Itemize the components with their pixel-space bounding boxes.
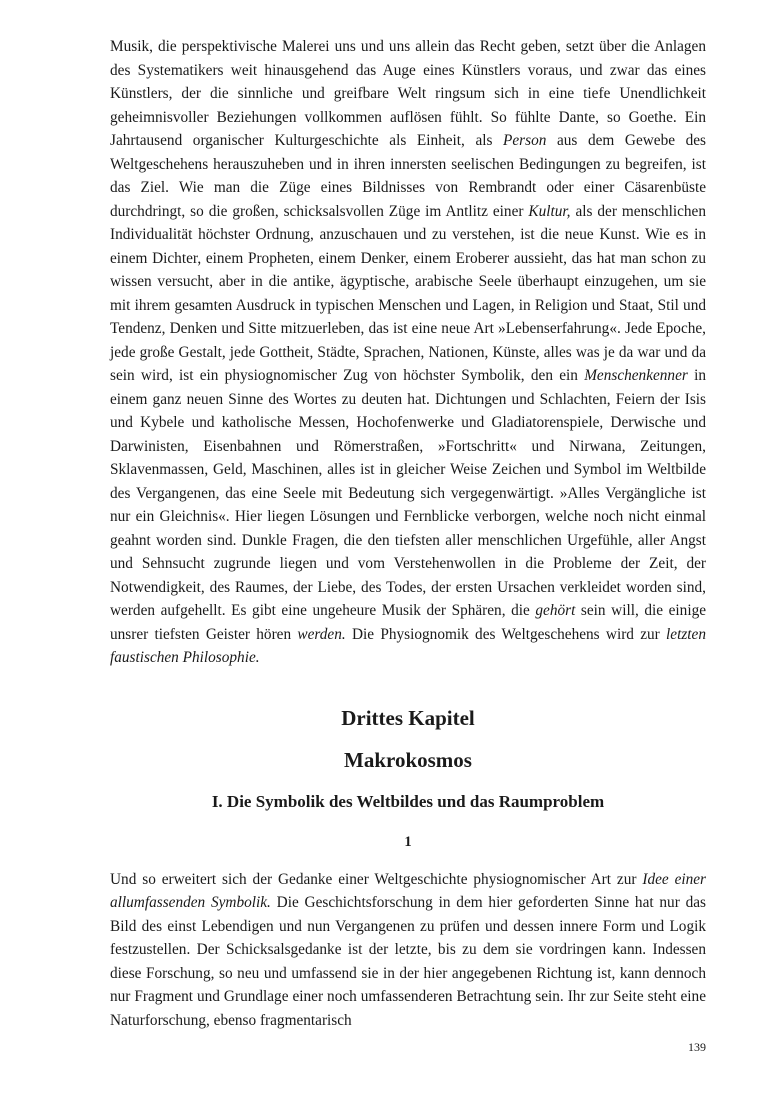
italic-run: Kultur,: [528, 202, 571, 220]
page-number: 139: [688, 1040, 706, 1054]
italic-run: werden.: [297, 625, 346, 643]
section-number: 1: [404, 833, 412, 850]
body-paragraph: [110, 868, 706, 1033]
italic-run: Menschenkenner: [584, 367, 688, 384]
body-paragraph: [110, 35, 706, 670]
chapter-heading: Drittes Kapitel: [341, 705, 475, 730]
text-run: Die Physiognomik des Weltgeschehens wird zur: [345, 625, 667, 643]
italic-run: Person: [503, 132, 547, 149]
italic-run: gehört: [535, 602, 576, 619]
chapter-title: Makrokosmos: [344, 747, 472, 772]
text-run: in einem ganz neuen Sinne des Wortes zu deuten hat. Dichtungen und Schlachten, Feiern der Isis und Kybele und katholische Messen, Hochofenwerke und Gladiatorenspiele, Derwische und Darwinisten, Eisenbahnen und Römerstraßen, »Fortschritt« und Nirwana, Zeitungen, Sklavenmassen, Geld, Maschinen, alles ist in gleicher Weise Zeichen und Symbol im Weltbilde des Vergangenen, das eine Seele mit Bedeutung sich vergegenwärtigt. »Alles Vergängliche ist nur ein Gleichnis«. Hier liegen Lösungen und Fernblicke verborgen, welche noch nicht einmal geahnt worden sind. Dunkle Fragen, die den tiefsten aller menschlichen Urgefühle, aller Angst und Sehnsucht zugrunde liegen und vom Verstehenwollen in die Probleme der Zeit, der Notwendigkeit, des Raumes, der Liebe, des Todes, der ersten Ursachen verkleidet worden sind, werden aufgehellt. Es gibt eine ungeheure Musik der Sphären, die: [110, 367, 706, 619]
page-body: [110, 35, 706, 1032]
section-heading: I. Die Symbolik des Weltbildes und das Raumproblem: [211, 791, 605, 811]
italic-run: Idee einer allumfassenden Symbolik.: [110, 870, 706, 911]
italic-run: letzten faustischen Philosophie.: [110, 625, 706, 666]
text-run: aus dem Gewebe des Weltgeschehens herauszuheben und in ihren innersten seelischen Bedingungen zu begreifen, ist das Ziel. Wie man die Züge eines Bildnisses von Rembrandt oder einer Cäsarenbüste durchdringt, so die großen, schicksalsvollen Züge im Antlitz einer: [110, 132, 706, 220]
text-run: sein will, die einige unsrer tiefsten Geister hören: [110, 602, 707, 643]
text-run: Und so erweitert sich der Gedanke einer Weltgeschichte physiognomischer Art zur: [110, 870, 643, 888]
text-run: Die Geschichtsforschung in dem hier geforderten Sinne hat nur das Bild des einst Lebendigen und nun Vergangenen zu prüfen und dessen innere Form und Logik festzustellen. Der Schicksalsgedanke ist der letzte, bis zu dem sie vordringen kann. Indessen diese Forschung, so neu und umfassend sie in der hier angegebenen Richtung ist, kann dennoch nur Fragment und Grundlage einer noch umfassenderen Betrachtung sein. Ihr zur Seite steht eine Naturforschung, ebenso fragmentarisch: [110, 894, 706, 1029]
text-run: als der menschlichen Individualität höchster Ordnung, anzuschauen und zu verstehen, ist die neue Kunst. Wie es in einem Dichter, einem Propheten, einem Denker, einem Eroberer aussieht, das hat man schon zu wissen versucht, aber in die antike, ägyptische, arabische Seele überhaupt einzugehen, um sie mit ihrem gesamten Ausdruck in typischen Menschen und Lagen, in Religion und Staat, Stil und Tendenz, Denken und Sitte mitzuerleben, das ist eine neue Art »Lebenserfahrung«. Jede Epoche, jede große Gestalt, jede Gottheit, Städte, Sprachen, Nationen, Künste, alles was je da war und da sein wird, ist ein physiognomischer Zug von höchster Symbolik, den ein: [110, 202, 706, 384]
text-run: Musik, die perspektivische Malerei uns und uns allein das Recht geben, setzt über die Anlagen des Systematikers weit hinausgehend das Auge eines Künstlers voraus, und zwar das eines Künstlers, der die sinnliche und greifbare Welt ringsum sich in eine tiefe Unendlichkeit geheimnisvoller Beziehungen vollkommen auflösen fühlt. So fühlte Dante, so Goethe. Ein Jahrtausend organischer Kulturgeschichte als Einheit, als: [110, 38, 706, 149]
